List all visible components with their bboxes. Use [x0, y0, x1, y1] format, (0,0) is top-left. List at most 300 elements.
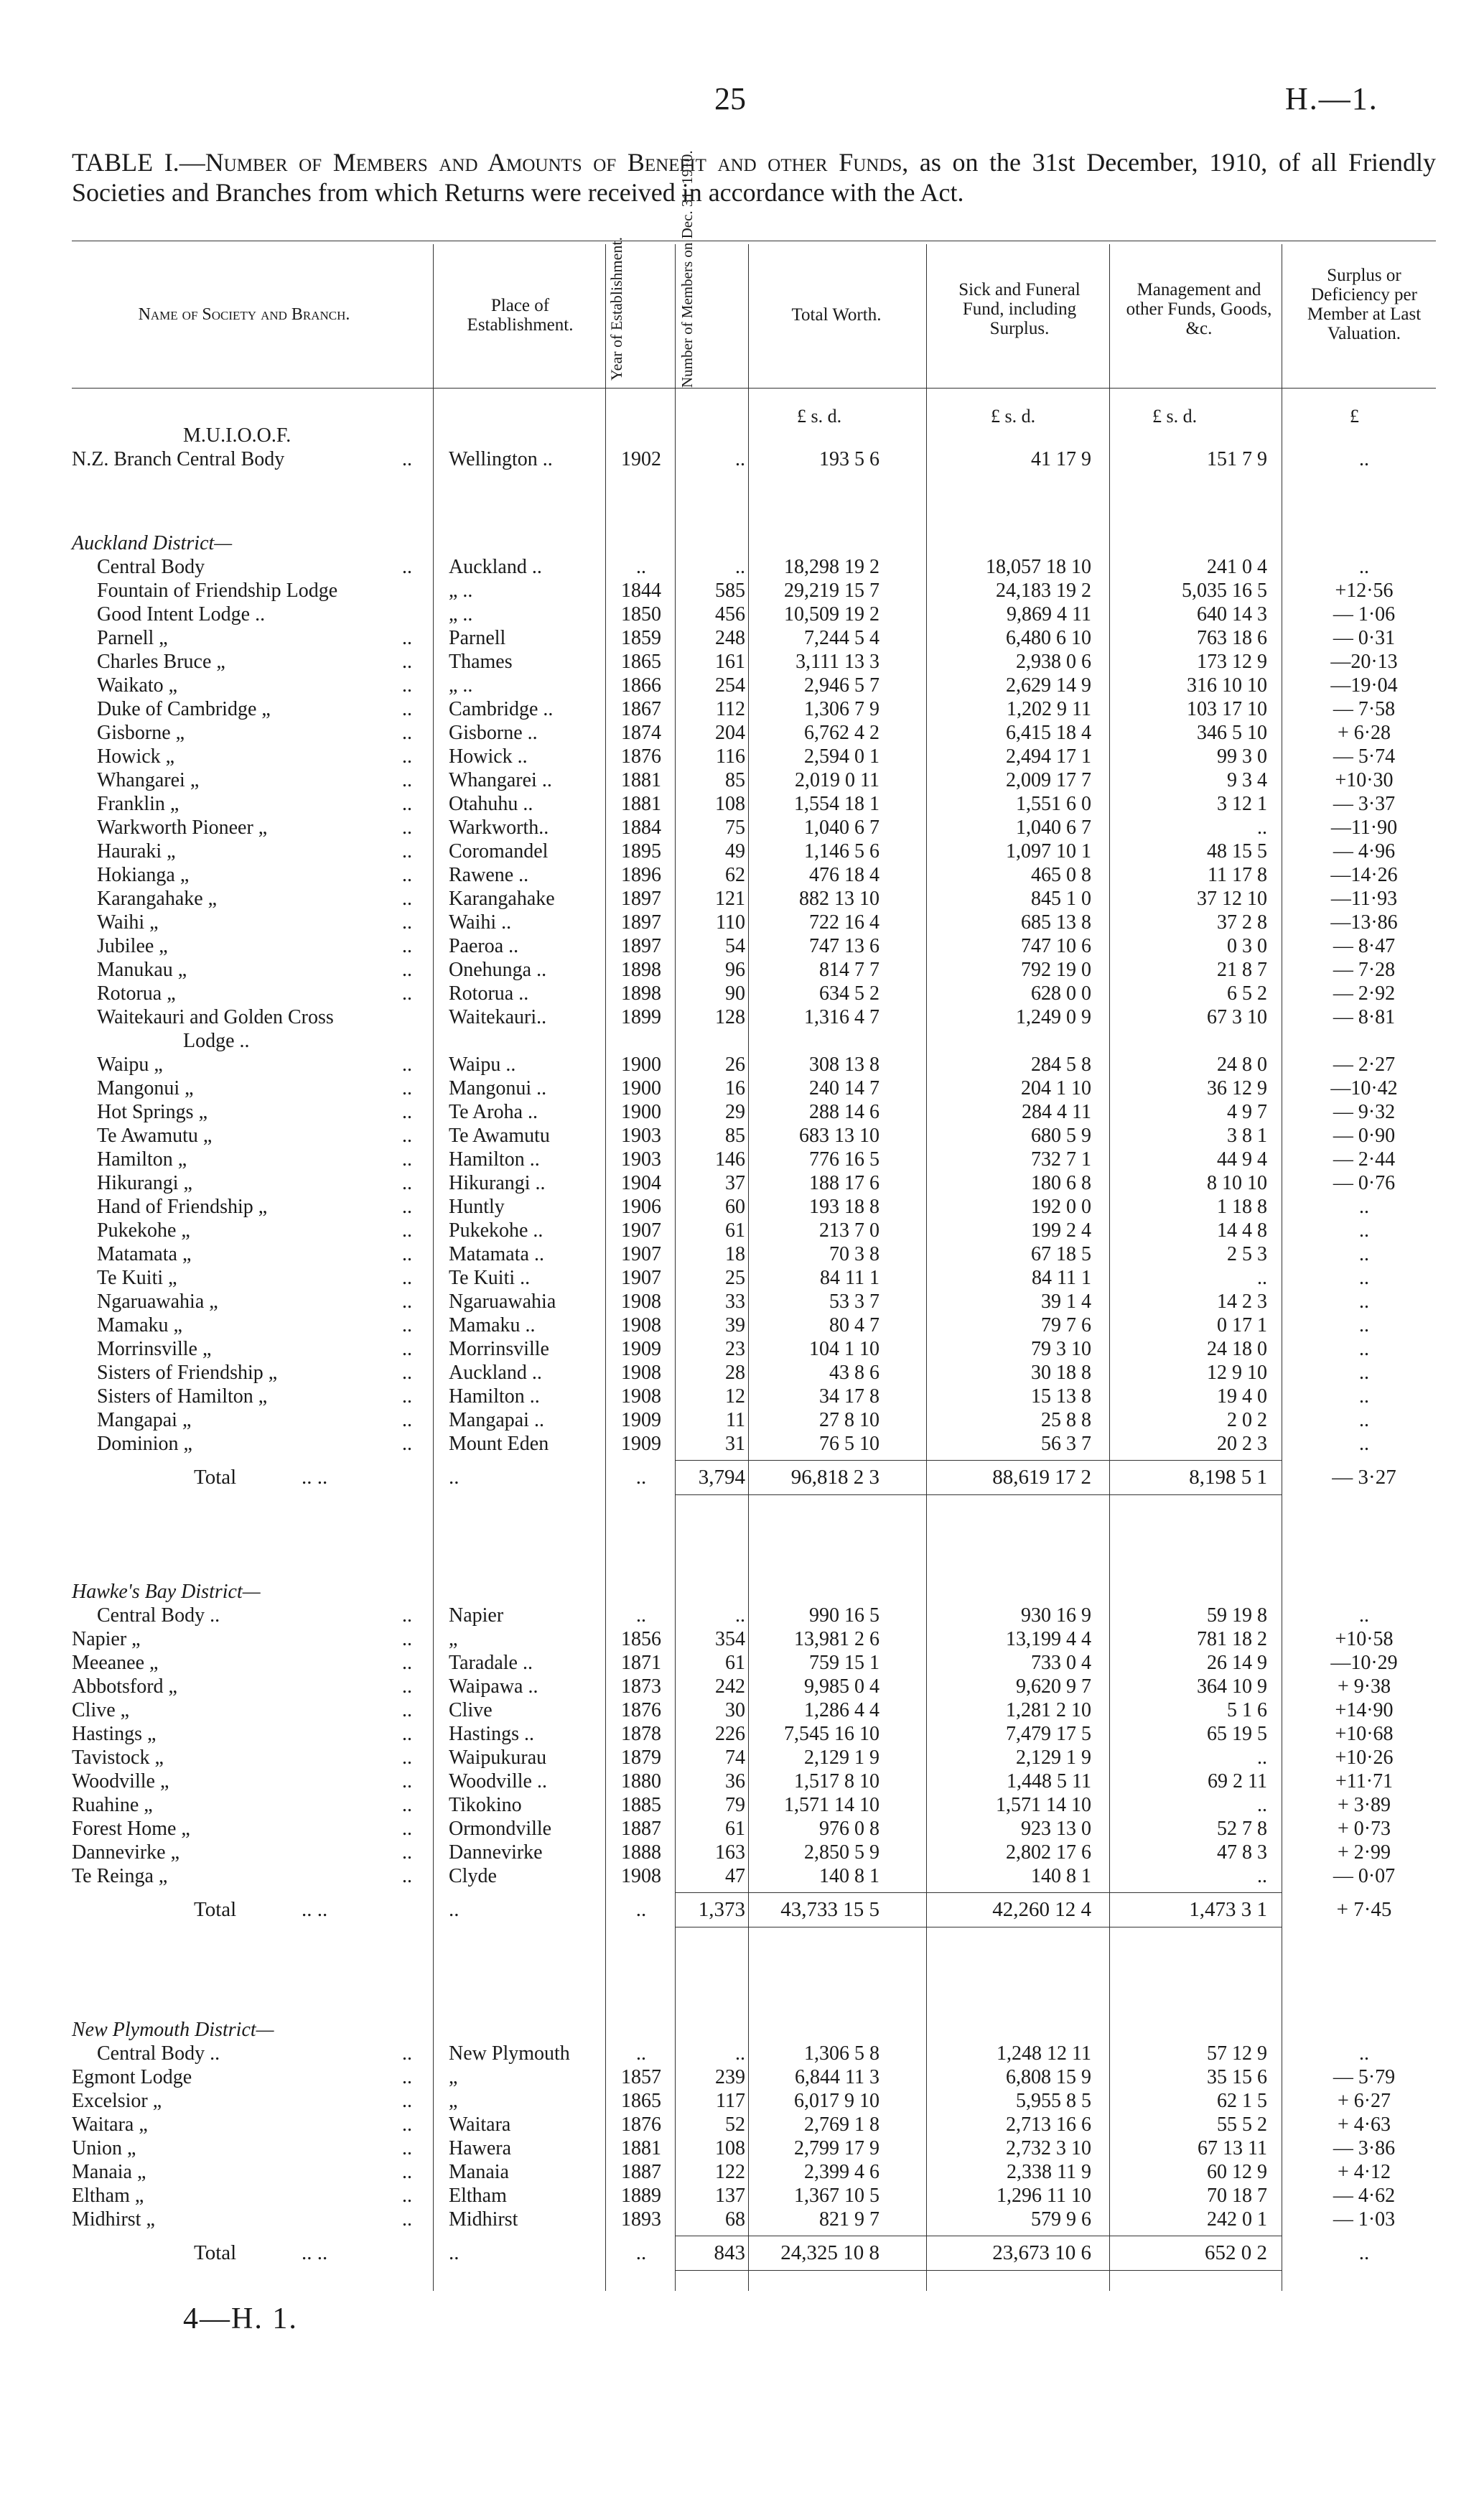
cell-sp: — 5·79 [1333, 2066, 1396, 2088]
cell-sp: —20·13 [1330, 651, 1398, 673]
cell-sp: —10·29 [1330, 1652, 1398, 1674]
table-row [0, 2089, 1484, 2113]
society-name: Central Body [97, 556, 205, 578]
cell-sp: + 6·27 [1337, 2090, 1391, 2112]
cell-year: 1888 [621, 1841, 661, 1864]
table-row [0, 1148, 1484, 1171]
cell-sf: 15 13 8 [1031, 1385, 1091, 1408]
cell-tw: 80 4 7 [829, 1314, 879, 1336]
society-name: Waipu „ [97, 1054, 163, 1076]
cell-year: 1907 [621, 1267, 661, 1289]
table-title [72, 147, 1436, 208]
cell-dots: .. [402, 674, 412, 697]
cell-members: 3,794 [698, 1466, 745, 1489]
society-name: Te Reinga „ [72, 1865, 168, 1887]
cell-sp: +10·68 [1335, 1723, 1394, 1745]
cell-tw: 1,367 10 5 [794, 2185, 879, 2207]
cell-members: 248 [715, 627, 745, 649]
cell-dots: .. [402, 2090, 412, 2112]
cell-year: 1880 [621, 1770, 661, 1792]
table-row [0, 1627, 1484, 1651]
cell-sp: + 6·28 [1337, 722, 1391, 744]
cell-mg: 48 15 5 [1207, 840, 1267, 862]
society-name: Total [194, 1466, 237, 1489]
cell-place: Gisborne .. [449, 722, 538, 744]
cell-tw: 96,818 2 3 [790, 1466, 879, 1489]
cell-mg: 24 8 0 [1217, 1054, 1267, 1076]
cell-tw: 2,594 0 1 [804, 745, 879, 768]
col-management: Management and other Funds, Goods, &c. [1126, 280, 1272, 338]
cell-place: Morrinsville [449, 1338, 549, 1360]
cell-members: 85 [725, 1125, 745, 1147]
cell-place: Tikokino [449, 1794, 522, 1816]
cell-dots: .. [402, 1148, 412, 1171]
cell-place: Auckland .. [449, 556, 542, 578]
cell-dots: .. [402, 2137, 412, 2159]
society-name: Te Kuiti „ [97, 1267, 177, 1289]
cell-place: Pukekohe .. [449, 1219, 543, 1242]
cell-members: 49 [725, 840, 745, 862]
cell-sf: 685 13 8 [1021, 911, 1091, 934]
cell-year: 1865 [621, 651, 661, 673]
society-name: Parnell „ [97, 627, 168, 649]
cell-mg: 1,473 3 1 [1189, 1898, 1267, 1921]
cell-year: 1900 [621, 1077, 661, 1099]
cell-place: Clive [449, 1699, 493, 1721]
cell-place: Mangonui .. [449, 1077, 547, 1099]
cell-year: 1908 [621, 1385, 661, 1408]
society-name: Hastings „ [72, 1723, 157, 1745]
cell-dots: .. [402, 2042, 412, 2065]
cell-dots: .. [402, 1101, 412, 1123]
cell-tw: 76 5 10 [819, 1433, 879, 1455]
cell-tw: 1,146 5 6 [804, 840, 879, 862]
cell-members: 23 [725, 1338, 745, 1360]
cell-mg: 67 13 11 [1198, 2137, 1267, 2159]
cell-place: „ [449, 2090, 458, 2112]
cell-sp: + 2·99 [1337, 1841, 1391, 1864]
society-name: Charles Bruce „ [97, 651, 225, 673]
cell-sf: 2,732 3 10 [1006, 2137, 1091, 2159]
cell-members: 85 [725, 769, 745, 791]
table-row [0, 2208, 1484, 2231]
cell-dots: .. [402, 651, 412, 673]
cell-dots: .. [402, 1747, 412, 1769]
cell-sp: — 1·03 [1333, 2208, 1396, 2231]
cell-tw: 84 11 1 [820, 1267, 879, 1289]
cell-mg: 62 1 5 [1217, 2090, 1267, 2112]
cell-dots: .. [402, 1362, 412, 1384]
section-heading [0, 531, 1484, 555]
cell-sf: 5,955 8 5 [1016, 2090, 1091, 2112]
cell-sf: 79 7 6 [1041, 1314, 1091, 1336]
cell-sp: — 2·44 [1333, 1148, 1396, 1171]
cell-tw: 7,545 16 10 [784, 1723, 879, 1745]
cell-sp: .. [1359, 1196, 1369, 1218]
cell-mg: 57 12 9 [1207, 2042, 1267, 2065]
cell-mg: 241 0 4 [1207, 556, 1267, 578]
cell-mg: 35 15 6 [1207, 2066, 1267, 2088]
cell-place: Napier [449, 1604, 504, 1627]
cell-dots: .. [402, 722, 412, 744]
cell-tw: 43 8 6 [829, 1362, 879, 1384]
cell-members: 62 [725, 864, 745, 886]
society-name: Mamaku „ [97, 1314, 182, 1336]
section-heading [0, 424, 1484, 447]
cell-members: 96 [725, 959, 745, 981]
society-name: Abbotsford „ [72, 1675, 177, 1698]
cell-members: .. [735, 448, 745, 470]
cell-year: 1844 [621, 580, 661, 602]
cell-mg: 14 4 8 [1217, 1219, 1267, 1242]
cell-members: 1,373 [698, 1898, 745, 1921]
cell-place: Parnell [449, 627, 506, 649]
society-name: Duke of Cambridge „ [97, 698, 271, 720]
cell-dots: .. [402, 1699, 412, 1721]
cell-tw: 193 5 6 [819, 448, 879, 470]
cell-year: 1909 [621, 1433, 661, 1455]
cell-mg: 37 12 10 [1197, 888, 1267, 910]
cell-mg: 316 10 10 [1187, 674, 1267, 697]
cell-sp: — 2·92 [1333, 982, 1396, 1005]
cell-place: Matamata .. [449, 1243, 544, 1265]
cell-mg: 36 12 9 [1207, 1077, 1267, 1099]
cell-members: 39 [725, 1314, 745, 1336]
page-number: 25 [714, 81, 746, 116]
society-name: Hokianga „ [97, 864, 190, 886]
cell-tw: 43,733 15 5 [780, 1898, 879, 1921]
cell-tw: 34 17 8 [819, 1385, 879, 1408]
table-row [0, 816, 1484, 840]
cell-mg: 59 19 8 [1207, 1604, 1267, 1627]
cell-mg: 12 9 10 [1207, 1362, 1267, 1384]
cell-sf: 6,808 15 9 [1006, 2066, 1091, 2088]
cell-sp: — 7·58 [1333, 698, 1396, 720]
col-surplus: Surplus or Deficiency per Member at Last Valuation. [1307, 266, 1422, 343]
table-row [0, 697, 1484, 721]
society-name: Sisters of Hamilton „ [97, 1385, 268, 1408]
cell-year: 1876 [621, 2113, 661, 2136]
cell-dots: .. [402, 556, 412, 578]
cell-tw: 976 0 8 [819, 1818, 879, 1840]
cell-place: Te Aroha .. [449, 1101, 538, 1123]
cell-sf: 1,202 9 11 [1007, 698, 1091, 720]
cell-members: 28 [725, 1362, 745, 1384]
cell-members: 61 [725, 1818, 745, 1840]
cell-tw: 140 8 1 [819, 1865, 879, 1887]
cell-sf: 79 3 10 [1031, 1338, 1091, 1360]
cell-members: 16 [725, 1077, 745, 1099]
cell-dots: .. [402, 1054, 412, 1076]
table-row [0, 768, 1484, 792]
cell-year: 1887 [621, 1818, 661, 1840]
cell-place: Hamilton .. [449, 1148, 540, 1171]
cell-members: 108 [715, 2137, 745, 2159]
cell-year: 1906 [621, 1196, 661, 1218]
cell-tw: 7,244 5 4 [804, 627, 879, 649]
cell-place: „ .. [449, 674, 473, 697]
cell-members: 30 [725, 1699, 745, 1721]
cell-sf: 284 5 8 [1031, 1054, 1091, 1076]
cell-year: 1865 [621, 2090, 661, 2112]
cell-members: .. [735, 1604, 745, 1627]
society-name: Howick „ [97, 745, 175, 768]
table-row [0, 1053, 1484, 1076]
cell-mg: 5 1 6 [1227, 1699, 1267, 1721]
society-name: Hikurangi „ [97, 1172, 192, 1194]
cell-sp: .. [1359, 1338, 1369, 1360]
cell-tw: 990 16 5 [809, 1604, 879, 1627]
cell-members: 61 [725, 1219, 745, 1242]
cell-year: 1881 [621, 793, 661, 815]
cell-tw: 1,306 5 8 [804, 2042, 879, 2065]
cell-year: 1896 [621, 864, 661, 886]
society-name: Jubilee „ [97, 935, 168, 957]
total-bottom-rule [675, 2270, 1282, 2271]
society-name: Waikato „ [97, 674, 178, 697]
cell-dots: .. [402, 2113, 412, 2136]
cell-members: 128 [715, 1006, 745, 1028]
cell-members: 75 [725, 817, 745, 839]
cell-place: Auckland .. [449, 1362, 542, 1384]
cell-dots: .. [402, 1385, 412, 1408]
cell-dots: .. [402, 1433, 412, 1455]
table-row [0, 1864, 1484, 1888]
society-name: Manukau „ [97, 959, 187, 981]
cell-dots: .. [402, 1841, 412, 1864]
cell-dots: .. [402, 698, 412, 720]
table-row [0, 863, 1484, 887]
cell-year: 1884 [621, 817, 661, 839]
cell-sp: — 7·28 [1333, 959, 1396, 981]
cell-sf: 1,571 14 10 [996, 1794, 1091, 1816]
cell-tw: 2,129 1 9 [804, 1747, 879, 1769]
cell-dots: .. [402, 935, 412, 957]
cell-sf: 67 18 5 [1031, 1243, 1091, 1265]
cell-place: Coromandel [449, 840, 549, 862]
cell-sf: 2,338 11 9 [1007, 2161, 1091, 2183]
unit-management: £ s. d. [1152, 406, 1198, 427]
cell-sf: 1,097 10 1 [1006, 840, 1091, 862]
cell-dots: .. [402, 1243, 412, 1265]
cell-members: 456 [715, 603, 745, 626]
cell-sf: 6,480 6 10 [1006, 627, 1091, 649]
cell-place: Hawera [449, 2137, 512, 2159]
cell-members: 226 [715, 1723, 745, 1745]
cell-year: 1903 [621, 1125, 661, 1147]
cell-place: Thames [449, 651, 513, 673]
cell-mg: 14 2 3 [1217, 1290, 1267, 1313]
cell-dots: .. [402, 911, 412, 934]
cell-year: 1874 [621, 722, 661, 744]
section-heading [0, 2018, 1484, 2042]
section-heading-text: M.U.I.O.O.F. [183, 424, 291, 447]
cell-mg: 20 2 3 [1217, 1433, 1267, 1455]
society-name: Union „ [72, 2137, 136, 2159]
cell-dots: .. [402, 2208, 412, 2231]
cell-year: 1895 [621, 840, 661, 862]
society-name: Meeanee „ [72, 1652, 159, 1674]
cell-sf: 199 2 4 [1031, 1219, 1091, 1242]
cell-sp: .. [1359, 2042, 1369, 2065]
cell-sf: 579 9 6 [1031, 2208, 1091, 2231]
cell-mg: 8 10 10 [1207, 1172, 1267, 1194]
cell-tw: 759 15 1 [809, 1652, 879, 1674]
cell-members: 18 [725, 1243, 745, 1265]
cell-members: 61 [725, 1652, 745, 1674]
cell-tw: 2,769 1 8 [804, 2113, 879, 2136]
table-row [0, 1171, 1484, 1195]
cell-members: 108 [715, 793, 745, 815]
cell-place: Huntly [449, 1196, 505, 1218]
cell-members: 68 [725, 2208, 745, 2231]
cell-mg: 24 18 0 [1207, 1338, 1267, 1360]
cell-year: .. [635, 2241, 647, 2264]
table-row [0, 1769, 1484, 1793]
table-row [0, 1675, 1484, 1698]
cell-year: 1908 [621, 1362, 661, 1384]
cell-members: 137 [715, 2185, 745, 2207]
table-row [0, 1385, 1484, 1408]
cell-tw: 6,844 11 3 [795, 2066, 879, 2088]
cell-dots: .. [402, 1818, 412, 1840]
table-row [0, 2065, 1484, 2089]
cell-members: 204 [715, 722, 745, 744]
cell-year: 1907 [621, 1243, 661, 1265]
table-row [0, 1722, 1484, 1746]
society-name: Hot Springs „ [97, 1101, 207, 1123]
cell-sf: 140 8 1 [1031, 1865, 1091, 1887]
cell-mg: 346 5 10 [1197, 722, 1267, 744]
cell-sf: 2,713 16 6 [1006, 2113, 1091, 2136]
cell-tw: 1,517 8 10 [794, 1770, 879, 1792]
table-row [0, 792, 1484, 816]
cell-mg: 4 9 7 [1227, 1101, 1267, 1123]
cell-sp: —10·42 [1330, 1077, 1398, 1099]
cell-members: 33 [725, 1290, 745, 1313]
cell-tw: 188 17 6 [809, 1172, 879, 1194]
cell-members: 37 [725, 1172, 745, 1194]
society-name: Tavistock „ [72, 1747, 164, 1769]
society-name: Mangapai „ [97, 1409, 192, 1431]
cell-tw: 722 16 4 [809, 911, 879, 934]
cell-sp: — 3·27 [1332, 1466, 1396, 1489]
cell-mg: 3 8 1 [1227, 1125, 1267, 1147]
cell-year: 1900 [621, 1101, 661, 1123]
cell-sf: 2,629 14 9 [1006, 674, 1091, 697]
cell-tw: 821 9 7 [819, 2208, 879, 2231]
page-footer: 4—H. 1. [183, 2302, 298, 2335]
cell-sp: +10·30 [1335, 769, 1394, 791]
table-row [0, 1313, 1484, 1337]
cell-mg: 47 8 3 [1217, 1841, 1267, 1864]
table-row [0, 1746, 1484, 1769]
cell-sf: 18,057 18 10 [986, 556, 1091, 578]
table-row [0, 887, 1484, 911]
table-row [0, 840, 1484, 863]
table-row [0, 447, 1484, 471]
table-row [0, 1219, 1484, 1242]
cell-sp: —11·93 [1330, 888, 1398, 910]
cell-year: 1893 [621, 2208, 661, 2231]
society-name: Waihi „ [97, 911, 159, 934]
society-name: Dominion „ [97, 1433, 192, 1455]
cell-tw: 29,219 15 7 [784, 580, 879, 602]
cell-sf: 628 0 0 [1031, 982, 1091, 1005]
table-row [0, 579, 1484, 603]
cell-members: 239 [715, 2066, 745, 2088]
cell-sp: +12·56 [1335, 580, 1394, 602]
cell-dots: .. [402, 1077, 412, 1099]
cell-place: Te Kuiti .. [449, 1267, 531, 1289]
cell-mg: 21 8 7 [1217, 959, 1267, 981]
cell-year: 1907 [621, 1219, 661, 1242]
cell-year: 1904 [621, 1172, 661, 1194]
cell-mg: 151 7 9 [1207, 448, 1267, 470]
society-name: Clive „ [72, 1699, 130, 1721]
cell-tw: 13,981 2 6 [794, 1628, 879, 1650]
society-name: Pukekohe „ [97, 1219, 190, 1242]
cell-place: New Plymouth [449, 2042, 570, 2065]
cell-members: 117 [716, 2090, 745, 2112]
cell-tw: 240 14 7 [809, 1077, 879, 1099]
cell-place: Cambridge .. [449, 698, 554, 720]
cell-sf: 465 0 8 [1031, 864, 1091, 886]
unit-total-worth: £ s. d. [797, 406, 842, 427]
cell-year: .. [636, 1604, 646, 1627]
cell-mg: 60 12 9 [1207, 2161, 1267, 2183]
cell-sf: 2,009 17 7 [1006, 769, 1091, 791]
cell-year: 1889 [621, 2185, 661, 2207]
cell-year: 1899 [621, 1006, 661, 1028]
society-name: N.Z. Branch Central Body [72, 448, 285, 470]
table-row [0, 934, 1484, 958]
society-name: Te Awamutu „ [97, 1125, 213, 1147]
cell-place: Clyde [449, 1865, 497, 1887]
cell-tw: 213 7 0 [819, 1219, 879, 1242]
cell-year: 1900 [621, 1054, 661, 1076]
cell-year: 1850 [621, 603, 661, 626]
cell-sp: .. [1359, 1604, 1369, 1627]
table-row [0, 1361, 1484, 1385]
cell-dots: .. [402, 2066, 412, 2088]
cell-members: 26 [725, 1054, 745, 1076]
cell-dots: .. .. [302, 1898, 328, 1921]
cell-place: Karangahake [449, 888, 555, 910]
cell-year: 1887 [621, 2161, 661, 2183]
cell-year: 1878 [621, 1723, 661, 1745]
cell-tw: 2,946 5 7 [804, 674, 879, 697]
cell-mg: 0 3 0 [1227, 935, 1267, 957]
cell-members: 161 [715, 651, 745, 673]
cell-place: Ormondville [449, 1818, 552, 1840]
cell-sf: 845 1 0 [1031, 888, 1091, 910]
cell-sf: 13,199 4 4 [1006, 1628, 1091, 1650]
cell-members: 242 [715, 1675, 745, 1698]
cell-mg: 364 10 9 [1197, 1675, 1267, 1698]
cell-tw: 27 8 10 [819, 1409, 879, 1431]
cell-year: 1909 [621, 1338, 661, 1360]
cell-year: 1867 [621, 698, 661, 720]
table-row [0, 1242, 1484, 1266]
cell-place: Woodville .. [449, 1770, 547, 1792]
society-name: Eltham „ [72, 2185, 144, 2207]
cell-mg: .. [1257, 1747, 1267, 1769]
society-name: Excelsior „ [72, 2090, 162, 2112]
cell-year: 1898 [621, 959, 661, 981]
society-name: Hauraki „ [97, 840, 176, 862]
cell-place: Hikurangi .. [449, 1172, 546, 1194]
